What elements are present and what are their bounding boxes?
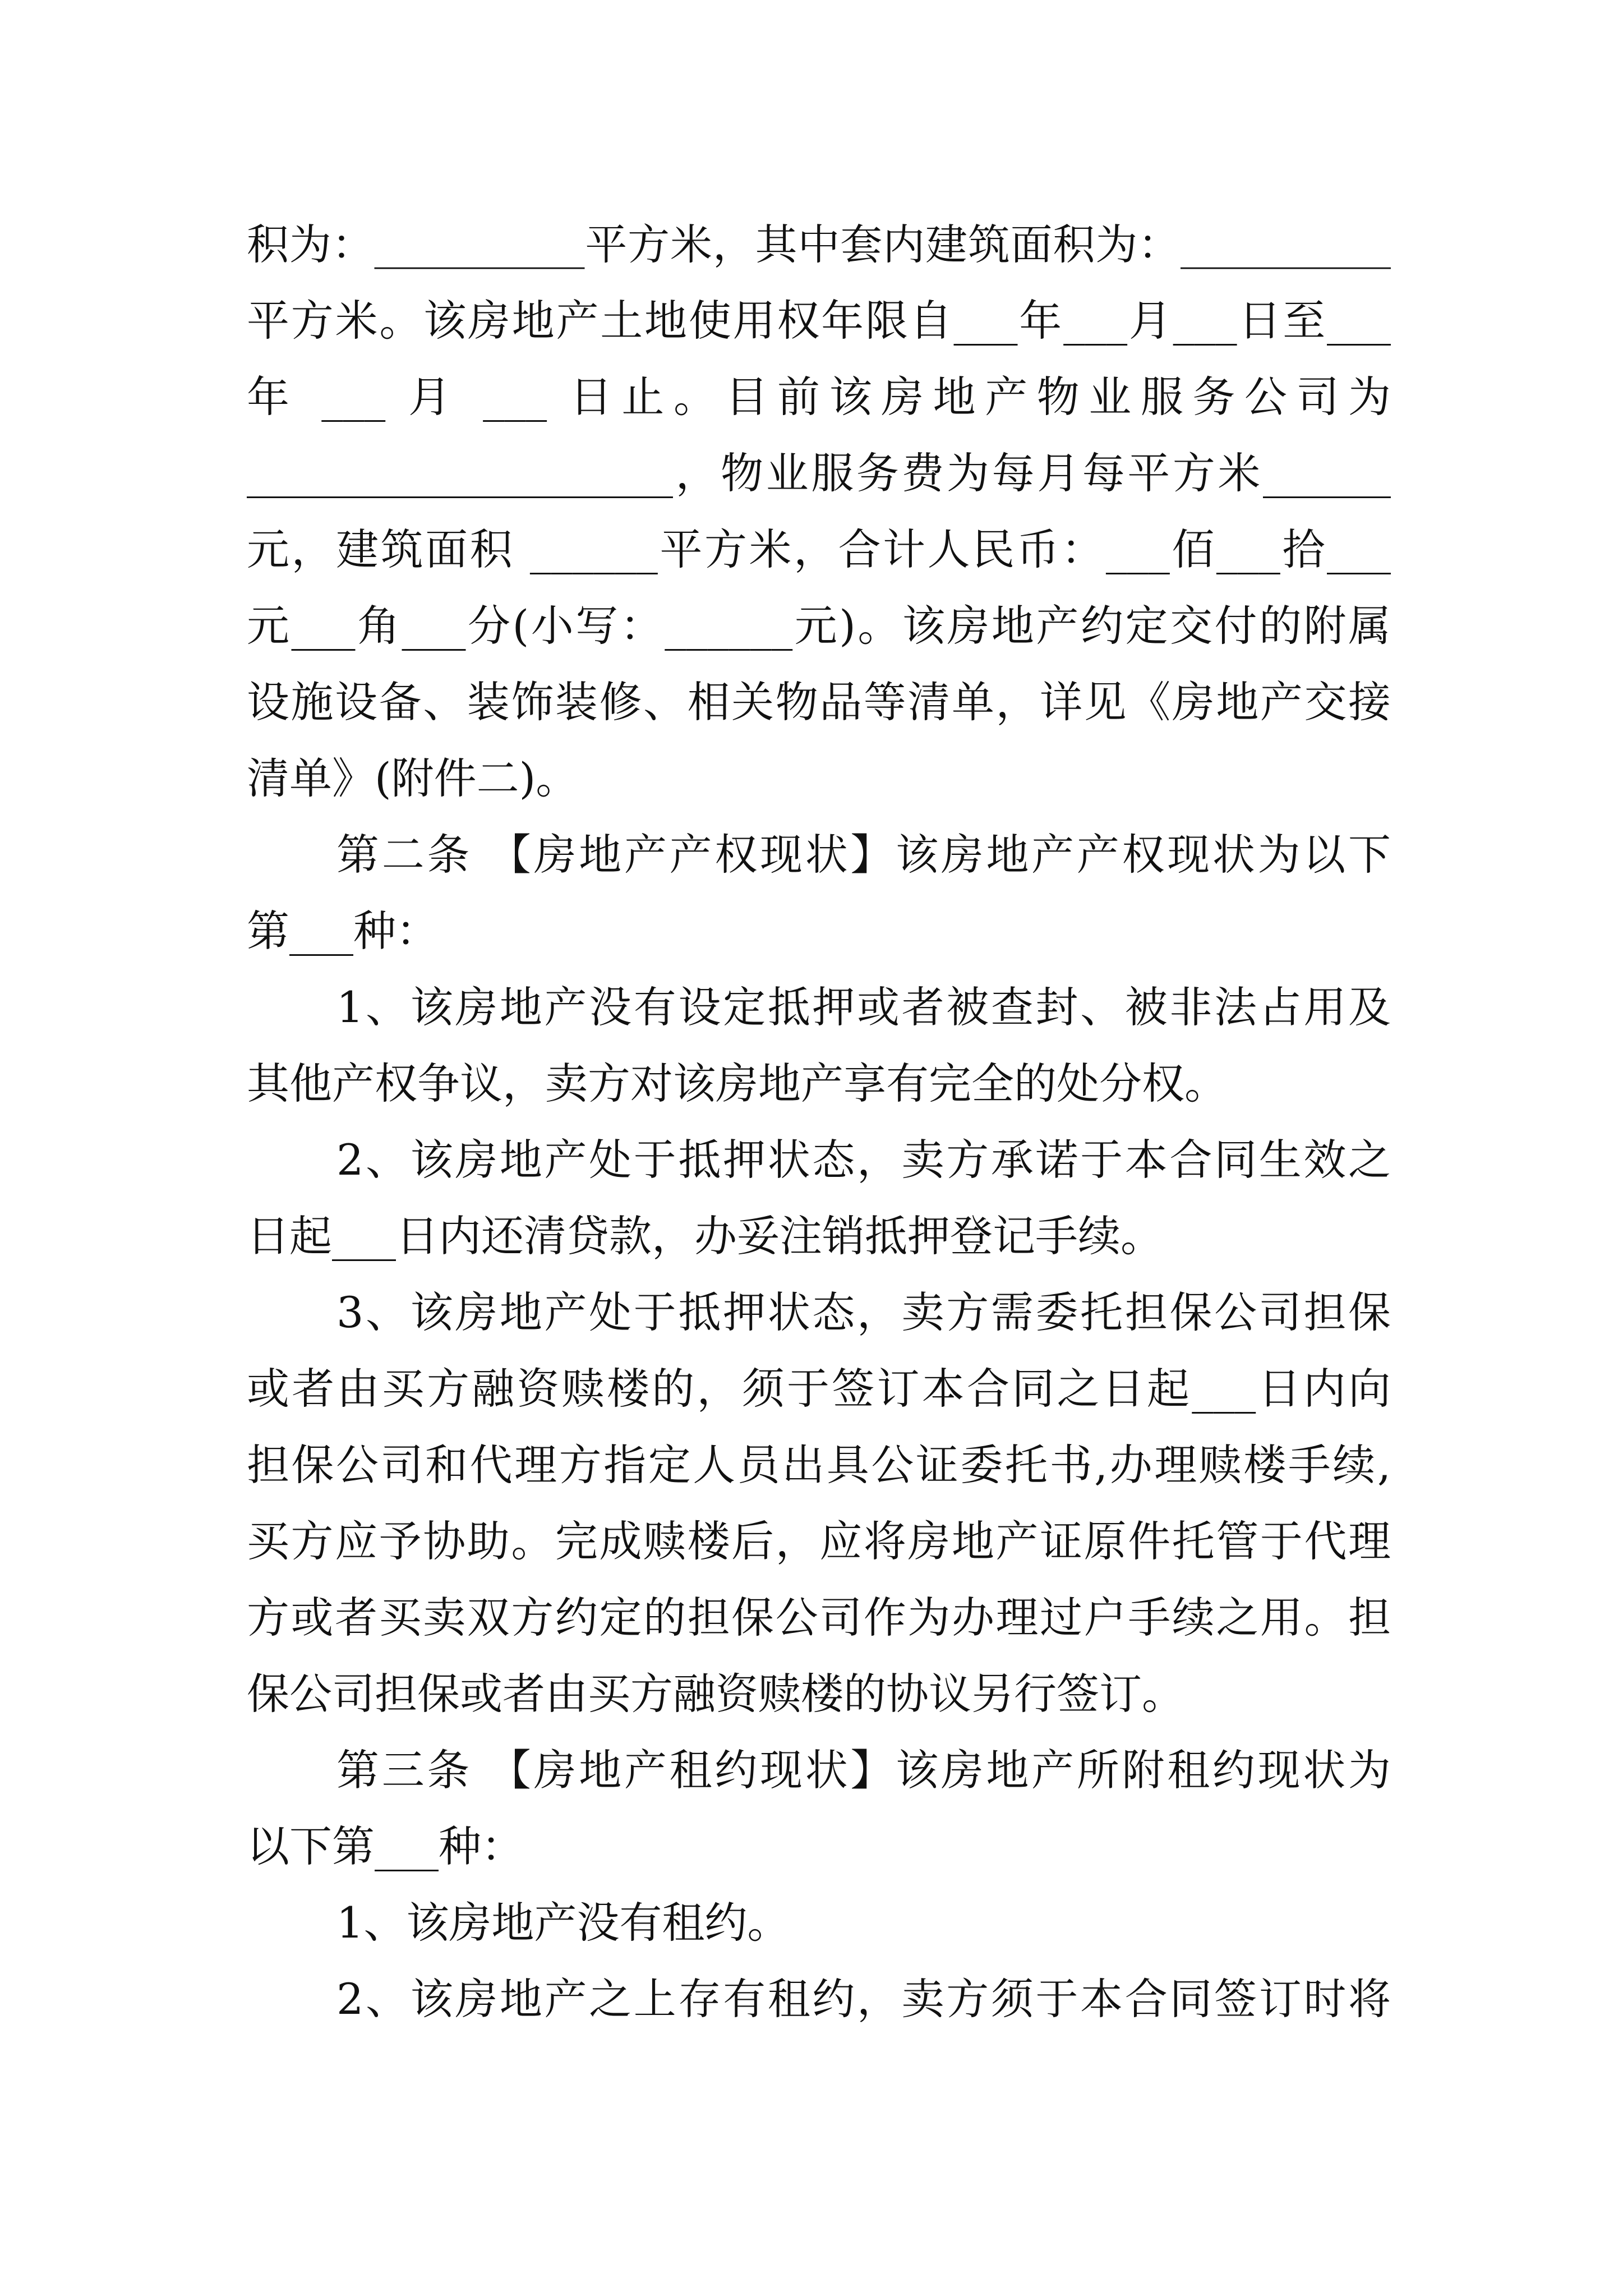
text-line: 其他产权争议，卖方对该房地产享有完全的处分权。 bbox=[247, 1059, 1227, 1108]
text-line: 元___角___分(小写：______元)。该房地产约定交付的附属 bbox=[247, 601, 1391, 651]
text-line: 担保公司和代理方指定人员出具公证委托书,办理赎楼手续, bbox=[247, 1440, 1391, 1490]
list-item-line: 2、该房地产之上存有租约，卖方须于本合同签订时将 bbox=[336, 1974, 1391, 2024]
text-line: 年 ___ 月 ___ 日止。目前该房地产物业服务公司为 bbox=[247, 372, 1391, 422]
text-line: 元，建筑面积 ______平方米，合计人民币：___佰___拾___ bbox=[247, 524, 1391, 574]
text-line: ____________________，物业服务费为每月每平方米______ bbox=[247, 448, 1391, 498]
list-item-line: 1、该房地产没有设定抵押或者被查封、被非法占用及 bbox=[336, 982, 1391, 1032]
text-line: 平方米。该房地产土地使用权年限自___年___月___日至___ bbox=[247, 296, 1391, 346]
text-line: 设施设备、装饰装修、相关物品等清单，详见《房地产交接 bbox=[247, 677, 1391, 727]
list-item-line: 1、该房地产没有租约。 bbox=[336, 1898, 790, 1948]
text-line: 以下第___种： bbox=[247, 1821, 524, 1871]
article-heading-line: 第三条 【房地产租约现状】该房地产所附租约现状为 bbox=[336, 1745, 1391, 1795]
text-line: 清单》(附件二)。 bbox=[247, 753, 579, 803]
text-line: 买方应予协助。完成赎楼后，应将房地产证原件托管于代理 bbox=[247, 1516, 1391, 1566]
text-line: 日起___日内还清贷款，办妥注销抵押登记手续。 bbox=[247, 1211, 1163, 1261]
article-heading-line: 第二条 【房地产产权现状】该房地产产权现状为以下 bbox=[336, 830, 1391, 880]
text-line: 方或者买卖双方约定的担保公司作为办理过户手续之用。担 bbox=[247, 1593, 1391, 1642]
text-line: 积为：__________平方米，其中套内建筑面积为：__________ bbox=[247, 220, 1391, 269]
text-line: 或者由买方融资赎楼的，须于签订本合同之日起___日内向 bbox=[247, 1364, 1391, 1414]
text-line: 保公司担保或者由买方融资赎楼的协议另行签订。 bbox=[247, 1669, 1184, 1719]
list-item-line: 2、该房地产处于抵押状态，卖方承诺于本合同生效之 bbox=[336, 1135, 1391, 1185]
list-item-line: 3、该房地产处于抵押状态，卖方需委托担保公司担保 bbox=[336, 1287, 1391, 1337]
text-line: 第___种： bbox=[247, 906, 439, 956]
